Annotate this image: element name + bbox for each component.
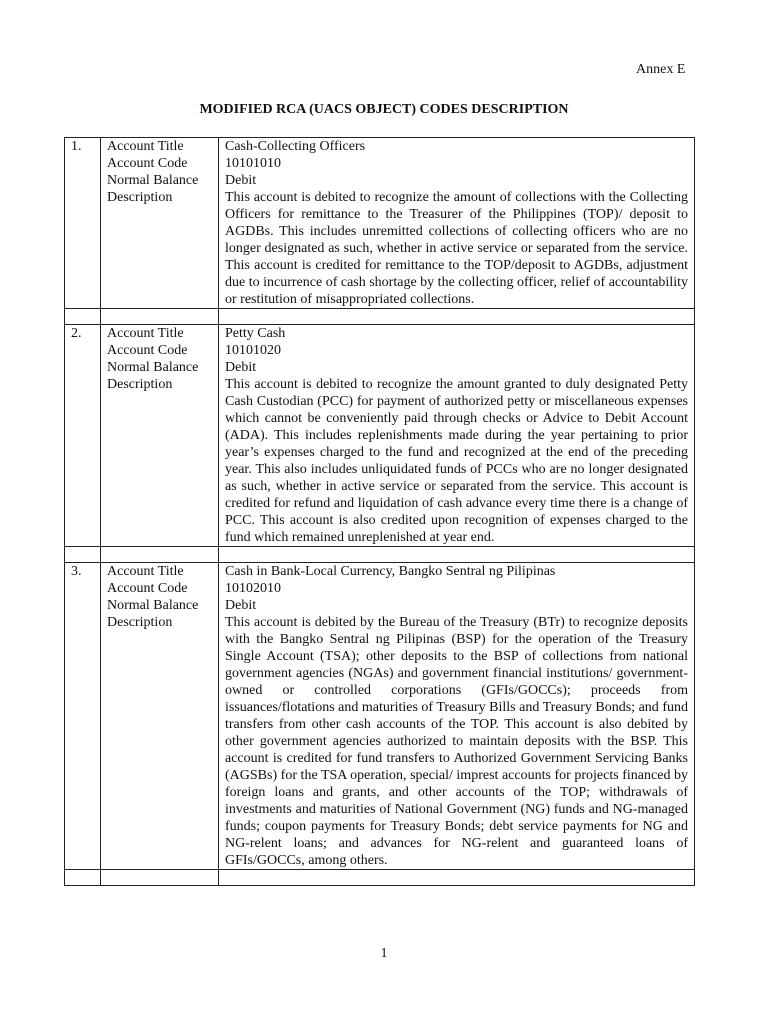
normal-balance-label: Normal Balance (107, 360, 199, 375)
field-values (219, 325, 695, 547)
account-code-label: Account Code (107, 581, 188, 596)
account-title-label: Account Title (107, 326, 184, 341)
description-value: This account is debited by the Bureau of the Treasury (BTr) to recognize deposits with the Bangko Sentral ng Pilipinas (BSP) for the operation of the Treasury Single Account (TSA); other deposits to the BSP of collections from national government agencies (NGAs) and government financial institutions/ government-owned or controlled corporations (GFIs/GOCCs); proceeds from issuances/flotations and maturities of Treasury Bills and Treasury Bonds; and fund transfers from other cash accounts of the TOP. This account is also debited by other government agencies authorized to maintain deposits with the BSP. This account is credited for fund transfers to Authorized Government Servicing Banks (AGSBs) for the TSA operation, special/ imprest accounts for projects financed by foreign loans and grants, and other accounts of the TOP; withdrawals of investments and maturities of National Government (NG) funds and NG-managed funds; coupon payments for Treasury Bonds; debt service payments for NG and NG-relent loans; and advances for NG-relent and guaranteed loans of GFIs/GOCCs, among others. (225, 615, 688, 868)
account-title-value: Petty Cash (225, 326, 286, 341)
table-row (65, 325, 695, 547)
entry-number: 3. (65, 563, 101, 870)
field-values (219, 563, 695, 870)
codes-table (64, 137, 695, 886)
table-row (65, 563, 695, 870)
account-title-value: Cash in Bank-Local Currency, Bangko Sentral ng Pilipinas (225, 564, 556, 579)
field-labels (101, 325, 219, 547)
account-code-value: 10101010 (225, 156, 281, 171)
normal-balance-value: Debit (225, 173, 257, 188)
account-title-label: Account Title (107, 139, 184, 154)
normal-balance-label: Normal Balance (107, 598, 199, 613)
normal-balance-value: Debit (225, 360, 257, 375)
account-code-label: Account Code (107, 343, 188, 358)
field-labels (101, 563, 219, 870)
account-title-label: Account Title (107, 564, 184, 579)
account-code-label: Account Code (107, 156, 188, 171)
page-number: 1 (380, 946, 388, 961)
entry-number: 1. (65, 138, 101, 309)
description-label: Description (107, 615, 173, 630)
spacer-row (65, 547, 695, 563)
spacer-row (65, 309, 695, 325)
annex-label: Annex E (636, 62, 686, 77)
description-value: This account is debited to recognize the amount of collections with the Collecting Officers for remittance to the Treasurer of the Philippines (TOP)/ deposit to AGDBs. This includes unremitted collections of collecting officers who are no longer designated as such, whether in active service or separated from the service. This account is credited for remittance to the TOP/deposit to AGDBs, adjustment due to incurrence of cash shortage by the collecting officer, relief of accountability or restitution of misappropriated collections. (225, 190, 688, 307)
account-title-value: Cash-Collecting Officers (225, 139, 366, 154)
normal-balance-value: Debit (225, 598, 257, 613)
description-value: This account is debited to recognize the amount granted to duly designated Petty Cash Custodian (PCC) for payment of authorized petty or miscellaneous expenses which cannot be conveniently paid through checks or Advice to Debit Account (ADA). This includes replenishments made during the year pertaining to prior year’s expenses charged to the fund and recognized at the end of the preceding year. This also includes unliquidated funds of PCCs who are no longer designated as such, whether in active service or separated from the service. This account is credited for refund and liquidation of cash advance every time there is a change of PCC. This account is also credited upon recognition of expenses charged to the fund which remained unreplenished at year end. (225, 377, 688, 545)
entry-number: 2. (65, 325, 101, 547)
normal-balance-label: Normal Balance (107, 173, 199, 188)
description-label: Description (107, 190, 173, 205)
table-row (65, 138, 695, 309)
spacer-row (65, 870, 695, 886)
description-label: Description (107, 377, 173, 392)
field-values (219, 138, 695, 309)
document-title: MODIFIED RCA (UACS OBJECT) CODES DESCRIPTION (199, 102, 569, 117)
account-code-value: 10101020 (225, 343, 281, 358)
field-labels (101, 138, 219, 309)
account-code-value: 10102010 (225, 581, 281, 596)
